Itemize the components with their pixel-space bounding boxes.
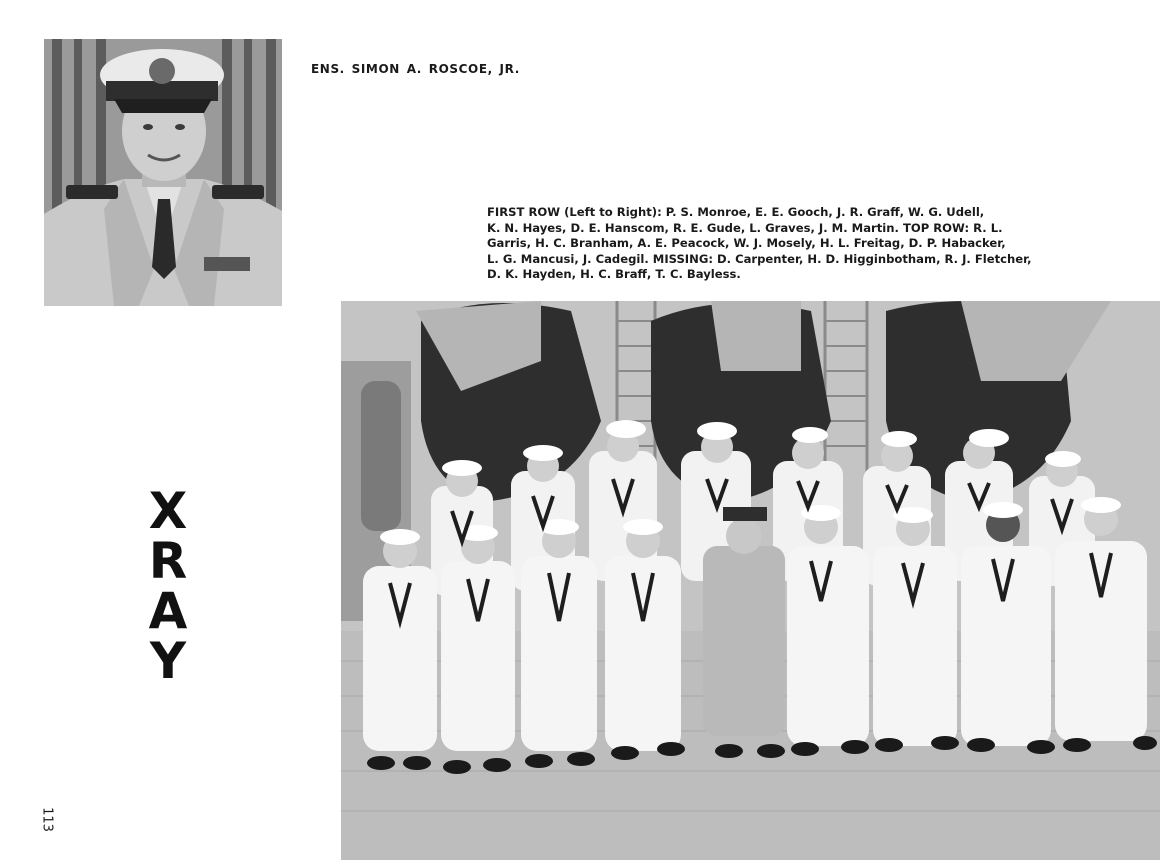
division-letter: R bbox=[148, 532, 188, 590]
caption-line: D. K. Hayden, H. C. Braff, T. C. Bayless. bbox=[487, 267, 741, 282]
division-letter: Y bbox=[149, 632, 187, 690]
division-letter: X bbox=[148, 482, 188, 540]
officer-portrait-photo bbox=[44, 39, 282, 306]
caption-line: FIRST ROW (Left to Right): P. S. Monroe, E. E. Gooch, J. R. Graff, W. G. Udell, bbox=[487, 205, 985, 219]
division-group-photo bbox=[341, 301, 1160, 860]
division-title bbox=[146, 482, 190, 690]
caption-line: L. G. Mancusi, J. Cadegil. MISSING: D. Carpenter, H. D. Higginbotham, R. J. Fletcher, bbox=[487, 251, 1032, 266]
division-letter: A bbox=[148, 582, 188, 640]
officer-name: ENS. SIMON A. ROSCOE, JR. bbox=[311, 62, 520, 76]
caption-line: K. N. Hayes, D. E. Hanscom, R. E. Gude, L. Graves, J. M. Martin. TOP ROW: R. L. bbox=[487, 220, 1003, 235]
group-photo-caption bbox=[487, 205, 1032, 283]
page-number: 113 bbox=[39, 807, 55, 832]
caption-line: Garris, H. C. Branham, A. E. Peacock, W. J. Mosely, H. L. Freitag, D. P. Habacker, bbox=[487, 236, 1006, 251]
